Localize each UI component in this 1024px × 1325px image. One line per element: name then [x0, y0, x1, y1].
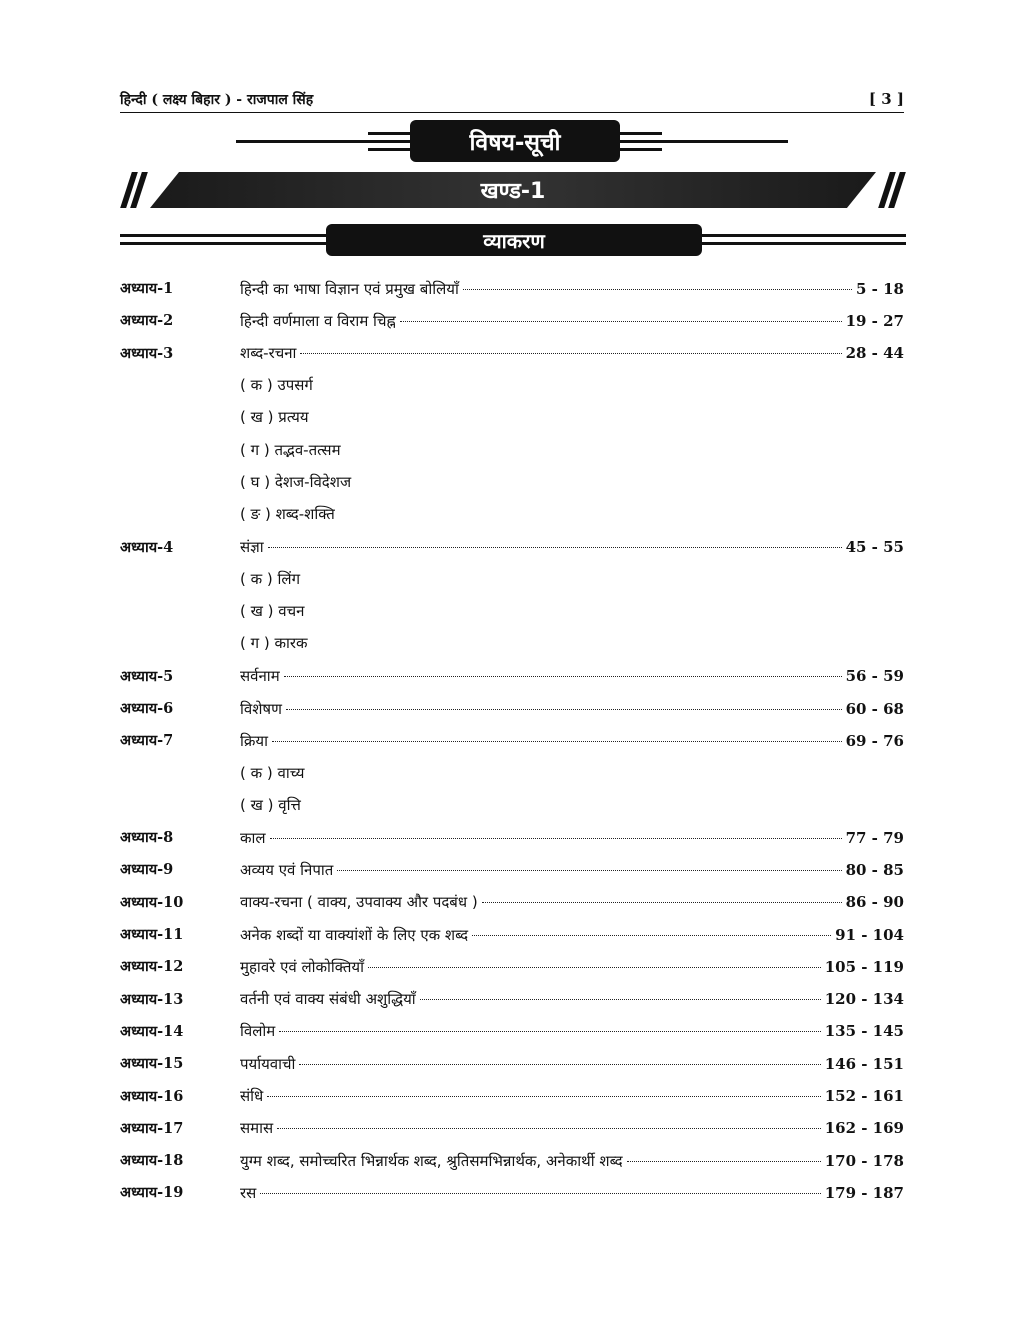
toc-subtopic — [120, 433, 904, 465]
running-title: हिन्दी ( लक्ष्य बिहार ) - राजपाल सिंह — [120, 92, 314, 108]
chapter-title: संधि — [240, 1087, 264, 1106]
page-range: 162 - 169 — [824, 1119, 904, 1138]
chapter-title: हिन्दी वर्णमाला व विराम चिह्न — [240, 311, 396, 330]
table-of-contents — [120, 272, 904, 1209]
toc-entry — [240, 891, 904, 912]
toc-subtopic — [120, 627, 904, 659]
chapter-title: क्रिया — [240, 731, 268, 750]
page-range: 77 - 79 — [845, 828, 904, 847]
toc-chapter-row — [120, 337, 904, 369]
toc-entry — [240, 827, 904, 848]
chapter-number: अध्याय-17 — [120, 1119, 184, 1137]
toc-chapter-row — [120, 1144, 904, 1176]
subtopic-title: ( ग ) कारक — [240, 634, 308, 653]
page-range: 170 - 178 — [824, 1151, 904, 1170]
dot-leader — [286, 694, 842, 710]
toc-entry — [240, 375, 904, 395]
dot-leader — [627, 1146, 821, 1162]
toc-chapter-row — [120, 853, 904, 885]
chapter-title: हिन्दी का भाषा विज्ञान एवं प्रमुख बोलियाँ — [240, 279, 459, 298]
subtopic-title: ( ग ) तद्भव-तत्सम — [240, 440, 341, 459]
chapter-number: अध्याय-12 — [120, 958, 184, 976]
toc-chapter-row — [120, 304, 904, 336]
toc-entry — [240, 278, 904, 299]
toc-chapter-row — [120, 1079, 904, 1111]
chapter-number: अध्याय-3 — [120, 344, 174, 362]
toc-entry — [240, 1085, 904, 1106]
chapter-number: अध्याय-10 — [120, 893, 184, 911]
chapter-title: समास — [240, 1119, 274, 1138]
toc-chapter-row — [120, 272, 904, 304]
chapter-number: अध्याय-16 — [120, 1087, 184, 1105]
dot-leader — [482, 887, 842, 903]
page-range: 135 - 145 — [824, 1022, 904, 1041]
toc-subtopic — [120, 401, 904, 433]
chapter-number: अध्याय-19 — [120, 1184, 184, 1202]
subsection-title: व्याकरण — [326, 224, 702, 256]
toc-entry — [240, 601, 904, 621]
page-range: 56 - 59 — [845, 667, 904, 686]
toc-entry — [240, 633, 904, 653]
toc-entry — [240, 536, 904, 557]
page-range: 146 - 151 — [824, 1054, 904, 1073]
chapter-title: विशेषण — [240, 699, 282, 718]
dot-leader — [400, 306, 842, 322]
toc-chapter-row — [120, 983, 904, 1015]
dot-leader — [472, 920, 831, 936]
toc-chapter-row — [120, 660, 904, 692]
page-range: 28 - 44 — [845, 344, 904, 363]
chapter-title: रस — [240, 1183, 257, 1202]
chapter-number: अध्याय-7 — [120, 732, 174, 750]
chapter-number: अध्याय-9 — [120, 861, 174, 879]
toc-chapter-row — [120, 1015, 904, 1047]
chapter-number: अध्याय-2 — [120, 312, 174, 330]
dot-leader — [277, 1113, 821, 1129]
chapter-title: मुहावरे एवं लोकोक्तियाँ — [240, 957, 364, 976]
chapter-title: शब्द-रचना — [240, 344, 297, 363]
chapter-title: काल — [240, 828, 266, 847]
toc-entry — [240, 342, 904, 363]
chapter-title: वाक्य-रचना ( वाक्य, उपवाक्य और पदबंध ) — [240, 893, 478, 912]
toc-entry — [240, 988, 904, 1009]
page-range: 5 - 18 — [856, 279, 904, 298]
dot-leader — [268, 532, 842, 548]
dot-leader — [299, 1049, 820, 1065]
toc-entry — [240, 859, 904, 880]
subtopic-title: ( ख ) प्रत्यय — [240, 408, 309, 427]
subtopic-title: ( क ) उपसर्ग — [240, 376, 313, 395]
toc-subtopic — [120, 498, 904, 530]
page-range: 45 - 55 — [845, 538, 904, 557]
toc-chapter-row — [120, 692, 904, 724]
page-range: 86 - 90 — [845, 893, 904, 912]
page-range: 120 - 134 — [824, 990, 904, 1009]
chapter-number: अध्याय-8 — [120, 829, 174, 847]
toc-entry — [240, 1053, 904, 1074]
toc-chapter-row — [120, 1112, 904, 1144]
chapter-title: वर्तनी एवं वाक्य संबंधी अशुद्धियाँ — [240, 990, 416, 1009]
running-header — [120, 88, 904, 113]
dot-leader — [284, 661, 842, 677]
page-range: 69 - 76 — [845, 731, 904, 750]
chapter-title: अनेक शब्दों या वाक्यांशों के लिए एक शब्द — [240, 925, 469, 944]
toc-entry — [240, 698, 904, 719]
toc-subtopic — [120, 466, 904, 498]
toc-subtopic — [120, 789, 904, 821]
chapter-number: अध्याय-15 — [120, 1055, 184, 1073]
toc-entry — [240, 1150, 904, 1171]
toc-subtopic — [120, 756, 904, 788]
toc-chapter-row — [120, 724, 904, 756]
chapter-number: अध्याय-4 — [120, 538, 174, 556]
toc-entry — [240, 310, 904, 331]
dot-leader — [267, 1081, 820, 1097]
toc-entry — [240, 1117, 904, 1138]
toc-entry — [240, 440, 904, 460]
toc-entry — [240, 472, 904, 492]
chapter-title: अव्यय एवं निपात — [240, 860, 334, 879]
chapter-number: अध्याय-5 — [120, 667, 174, 685]
chapter-number: अध्याय-1 — [120, 280, 174, 298]
subtopic-title: ( क ) वाच्य — [240, 763, 305, 782]
toc-entry — [240, 730, 904, 751]
toc-entry — [240, 504, 904, 524]
section-band — [120, 172, 906, 208]
chapter-number: अध्याय-6 — [120, 700, 174, 717]
page-number: [ 3 ] — [868, 90, 904, 108]
page-range: 19 - 27 — [845, 311, 904, 330]
toc-subtopic — [120, 595, 904, 627]
chapter-title: युग्म शब्द, समोच्चरित भिन्नार्थक शब्द, श्रुतिसमभिन्नार्थक, अनेकार्थी शब्द — [240, 1151, 623, 1170]
dot-leader — [260, 1178, 820, 1194]
chapter-title: विलोम — [240, 1022, 276, 1041]
dot-leader — [300, 338, 841, 354]
toc-chapter-row — [120, 886, 904, 918]
dot-leader — [270, 823, 842, 839]
section-title: खण्ड-1 — [480, 179, 546, 204]
toc-entry — [240, 763, 904, 783]
subtopic-title: ( ङ ) शब्द-शक्ति — [240, 505, 335, 524]
toc-chapter-row — [120, 918, 904, 950]
subsection-banner — [120, 224, 906, 256]
page-range: 80 - 85 — [845, 860, 904, 879]
dot-leader — [272, 726, 842, 742]
dot-leader — [463, 274, 852, 290]
chapter-title: सर्वनाम — [240, 667, 280, 686]
chapter-number: अध्याय-14 — [120, 1022, 184, 1040]
dot-leader — [337, 855, 841, 871]
page-range: 91 - 104 — [835, 925, 904, 944]
chapter-number: अध्याय-13 — [120, 990, 184, 1008]
page-range: 60 - 68 — [845, 699, 904, 718]
toc-entry — [240, 1182, 904, 1203]
subtopic-title: ( घ ) देशज-विदेशज — [240, 472, 352, 491]
chapter-number: अध्याय-11 — [120, 926, 184, 944]
chapter-number: अध्याय-18 — [120, 1152, 184, 1170]
dot-leader — [368, 952, 821, 968]
toc-entry — [240, 795, 904, 815]
toc-chapter-row — [120, 950, 904, 982]
toc-subtopic — [120, 563, 904, 595]
page-range: 105 - 119 — [824, 957, 904, 976]
dot-leader — [279, 1016, 820, 1032]
chapter-title: संज्ञा — [240, 538, 264, 557]
toc-entry — [240, 924, 904, 945]
toc-chapter-row — [120, 1047, 904, 1079]
page-range: 179 - 187 — [824, 1183, 904, 1202]
toc-entry — [240, 1020, 904, 1041]
toc-chapter-row — [120, 821, 904, 853]
subtopic-title: ( ख ) वृत्ति — [240, 795, 301, 814]
toc-subtopic — [120, 369, 904, 401]
page-range: 152 - 161 — [824, 1087, 904, 1106]
subtopic-title: ( ख ) वचन — [240, 602, 305, 621]
chapter-title: पर्यायवाची — [240, 1054, 296, 1073]
toc-entry — [240, 569, 904, 589]
toc-chapter-row — [120, 1176, 904, 1208]
title-banner — [236, 120, 788, 162]
subtopic-title: ( क ) लिंग — [240, 569, 301, 588]
toc-chapter-row — [120, 530, 904, 562]
toc-entry — [240, 665, 904, 686]
toc-entry — [240, 407, 904, 427]
toc-entry — [240, 956, 904, 977]
page-title: विषय-सूची — [410, 120, 620, 162]
dot-leader — [420, 984, 821, 1000]
